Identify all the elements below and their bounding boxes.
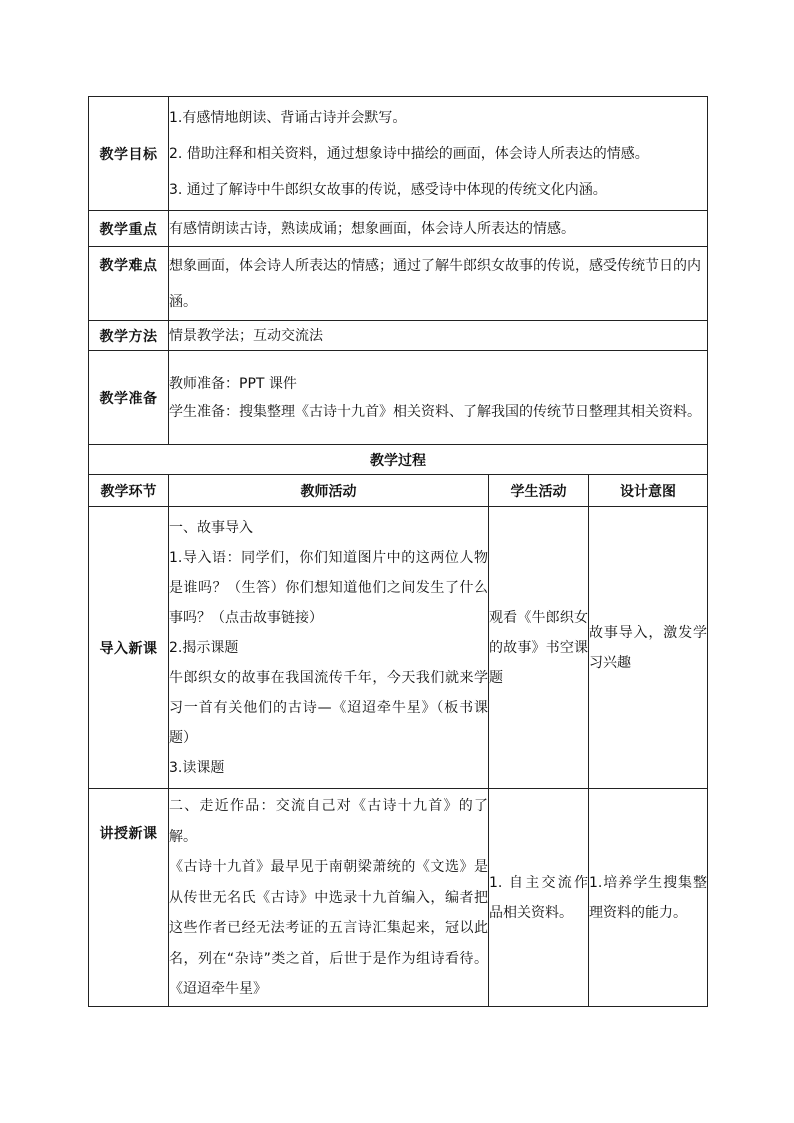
teacher-activity-line: 二、走近作品：交流自己对《古诗十九首》的了解。 — [169, 798, 488, 845]
process-title: 教学过程 — [89, 445, 708, 475]
header-design-intent: 设计意图 — [589, 475, 708, 507]
teacher-activity-line: 《古诗十九首》最早见于南朝梁萧统的《文选》是从传世无名氏《古诗》中选录十九首编入，编者把这些作者已经无法考证的五言诗汇集起来，冠以此名，列在“杂诗”类之首，后世于是作为组诗看待。《迢迢牵牛星》 — [169, 859, 488, 997]
preparation-row — [89, 351, 708, 445]
student-preparation: 学生准备：搜集整理《古诗十九首》相关资料、了解我国的传统节日整理其相关资料。 — [169, 403, 701, 420]
teacher-activity-line: 一、故事导入 — [169, 519, 253, 536]
preparation-content — [169, 351, 708, 445]
header-student-activity: 学生活动 — [489, 475, 589, 507]
goals-content — [169, 97, 708, 211]
key-points-label: 教学重点 — [89, 211, 169, 247]
goal-item-1: 1.有感情地朗读、背诵古诗并会默写。 — [169, 109, 407, 126]
stage-name: 讲授新课 — [89, 789, 169, 1007]
teacher-activity — [169, 789, 489, 1007]
goal-item-3: 3. 通过了解诗中牛郎织女故事的传说，感受诗中体现的传统文化内涵。 — [169, 181, 607, 198]
design-intent: 1.培养学生搜集整理资料的能力。 — [589, 789, 708, 1007]
teacher-preparation: 教师准备：PPT 课件 — [169, 375, 297, 392]
teacher-activity — [169, 507, 489, 789]
goals-label: 教学目标 — [89, 97, 169, 211]
teacher-activity-line: 1.导入语：同学们，你们知道图片中的这两位人物是谁吗？（生答）你们想知道他们之间发生了什么事吗？（点击故事链接） — [169, 549, 488, 626]
methods-content: 情景教学法；互动交流法 — [169, 321, 708, 351]
difficulties-row — [89, 247, 708, 321]
key-points-row — [89, 211, 708, 247]
lesson-plan-table — [88, 96, 708, 1007]
teacher-activity-line: 牛郎织女的故事在我国流传千年，今天我们就来学习一首有关他们的古诗—《迢迢牵牛星》（板书课题） — [169, 669, 488, 746]
table-row — [89, 789, 708, 1007]
stage-name: 导入新课 — [89, 507, 169, 789]
design-intent: 故事导入，激发学习兴趣 — [589, 507, 708, 789]
table-row — [89, 507, 708, 789]
methods-label: 教学方法 — [89, 321, 169, 351]
student-activity: 观看《牛郎织女的故事》书空课题 — [489, 507, 589, 789]
preparation-label: 教学准备 — [89, 351, 169, 445]
teacher-activity-line: 3.读课题 — [169, 759, 225, 776]
key-points-content: 有感情朗读古诗，熟读成诵；想象画面，体会诗人所表达的情感。 — [169, 211, 708, 247]
goal-item-2: 2. 借助注释和相关资料，通过想象诗中描绘的画面，体会诗人所表达的情感。 — [169, 145, 649, 162]
process-title-row — [89, 445, 708, 475]
teacher-activity-line: 2.揭示课题 — [169, 639, 239, 656]
goals-row — [89, 97, 708, 211]
student-activity: 1. 自主交流作品相关资料。 — [489, 789, 589, 1007]
difficulties-label: 教学难点 — [89, 247, 169, 321]
methods-row — [89, 321, 708, 351]
header-teacher-activity: 教师活动 — [169, 475, 489, 507]
header-stage: 教学环节 — [89, 475, 169, 507]
process-header-row — [89, 475, 708, 507]
difficulties-content: 想象画面，体会诗人所表达的情感；通过了解牛郎织女故事的传说，感受传统节日的内涵。 — [169, 247, 708, 321]
